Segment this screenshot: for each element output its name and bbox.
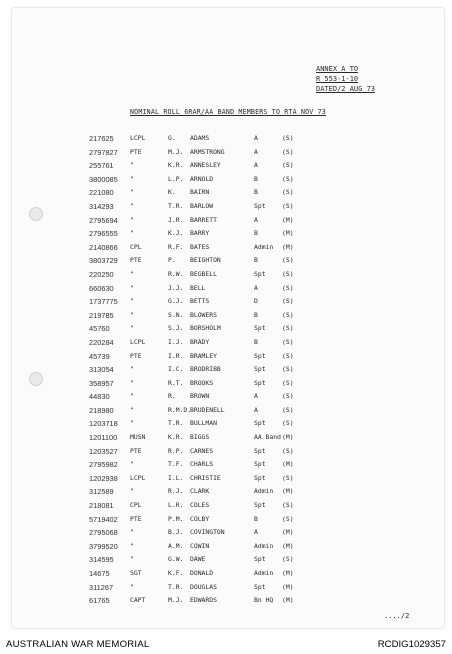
initials: L.P.: [168, 174, 184, 183]
surname: COVINGTON: [190, 528, 225, 537]
rank: ": [130, 188, 134, 197]
service-number: 311267: [89, 582, 114, 592]
company: Spt: [254, 269, 266, 278]
surname: BIGGS: [190, 433, 210, 442]
marital-status: (S): [282, 405, 294, 414]
rank: ": [130, 405, 134, 414]
service-number: 2796555: [89, 229, 118, 239]
surname: COLBY: [190, 514, 210, 523]
surname: EDWARDS: [190, 596, 217, 605]
rank: ": [130, 555, 134, 564]
rank: LCPL: [130, 473, 146, 482]
initials: K.R.: [168, 161, 184, 170]
surname: BROWN: [190, 392, 210, 401]
initials: G.W.: [168, 555, 184, 564]
surname: COWIN: [190, 541, 210, 550]
initials: L.R.: [168, 501, 184, 510]
marital-status: (M): [282, 541, 294, 550]
service-number: 3799520: [89, 541, 118, 551]
company: D: [254, 297, 258, 306]
surname: BEIGHTON: [190, 256, 221, 265]
company: Spt: [254, 582, 266, 591]
company: Spt: [254, 460, 266, 469]
company: Admin: [254, 541, 274, 550]
rank: LCPL: [130, 134, 146, 142]
surname: BARLOW: [190, 201, 214, 210]
annex-reference: [316, 64, 375, 94]
rank: ": [130, 365, 134, 374]
service-number: 2140866: [89, 242, 118, 252]
company: A: [254, 161, 258, 170]
surname: ARMSTRONG: [190, 147, 225, 156]
initials: K.: [168, 188, 176, 197]
marital-status: (S): [282, 365, 294, 374]
company: Spt: [254, 365, 266, 374]
rank: ": [130, 541, 134, 550]
initials: I.C.: [168, 365, 184, 374]
company: B: [254, 310, 258, 319]
initials: K.F.: [168, 569, 184, 577]
surname: BARRETT: [190, 215, 217, 224]
rank: ": [130, 582, 134, 591]
archive-footer: [0, 636, 452, 654]
rank: ": [130, 215, 134, 224]
company: B: [254, 337, 258, 346]
company: B: [254, 188, 258, 197]
initials: R.P.: [168, 446, 184, 455]
service-number: 2795694: [89, 215, 118, 225]
service-number: 3803729: [89, 256, 118, 266]
initials: G.: [168, 134, 176, 142]
marital-status: (M): [282, 582, 294, 591]
company: Spt: [254, 419, 266, 428]
initials: R.J.: [168, 487, 184, 496]
surname: BEGBELL: [190, 269, 217, 278]
company: Spt: [254, 351, 266, 360]
marital-status: (S): [282, 134, 294, 142]
rank: PTE: [130, 446, 142, 455]
service-number: 220250: [89, 269, 114, 279]
surname: BRADY: [190, 337, 210, 346]
marital-status: (S): [282, 501, 294, 510]
surname: COLES: [190, 501, 210, 510]
service-number: 44830: [89, 392, 110, 402]
initials: T.R.: [168, 201, 184, 210]
rank: ": [130, 392, 134, 401]
rank: PTE: [130, 514, 142, 523]
service-number: 61765: [89, 596, 110, 606]
marital-status: (S): [282, 446, 294, 455]
service-number: 1201100: [89, 433, 118, 443]
surname: CHRISTIE: [190, 473, 221, 482]
initials: I.L.: [168, 473, 184, 482]
rank: MUSN: [130, 433, 146, 442]
service-number: 220284: [89, 337, 114, 347]
initials: I.J.: [168, 337, 184, 346]
service-number: 219785: [89, 310, 114, 320]
surname: CLARK: [190, 487, 210, 496]
marital-status: (S): [282, 201, 294, 210]
rank: ": [130, 161, 134, 170]
initials: R.W.: [168, 269, 184, 278]
initials: R.: [168, 392, 176, 401]
surname: BROOKS: [190, 378, 214, 387]
surname: BULLMAN: [190, 419, 217, 428]
company: A: [254, 215, 258, 224]
rank: SGT: [130, 569, 142, 577]
marital-status: (S): [282, 378, 294, 387]
surname: ARNOLD: [190, 174, 214, 183]
initials: S.N.: [168, 310, 184, 319]
record-id: RCDIG1029357: [377, 639, 446, 650]
rank: CPL: [130, 501, 142, 510]
rank: ": [130, 487, 134, 496]
rank: ": [130, 201, 134, 210]
company: Spt: [254, 555, 266, 564]
rank: ": [130, 229, 134, 238]
surname: BLOWERS: [190, 310, 217, 319]
initials: P.: [168, 256, 176, 265]
surname: BETTS: [190, 297, 210, 306]
initials: T.R.: [168, 419, 184, 428]
service-number: 313054: [89, 365, 114, 375]
initials: J.J.: [168, 283, 184, 292]
annex-line: DATED/2 AUG 73: [316, 85, 376, 93]
marital-status: (S): [282, 324, 294, 333]
service-number: 1203718: [89, 419, 118, 429]
initials: T.R.: [168, 582, 184, 591]
company: AA Band: [254, 433, 281, 442]
punch-hole: [29, 372, 43, 386]
marital-status: (S): [282, 188, 294, 197]
marital-status: (S): [282, 256, 294, 265]
company: B: [254, 174, 258, 183]
page-continuation: ..../2: [384, 612, 410, 620]
surname: BAIRN: [190, 188, 210, 197]
initials: S.J.: [168, 324, 184, 333]
company: Spt: [254, 473, 266, 482]
surname: BORSHOLM: [190, 324, 221, 333]
rank: ": [130, 528, 134, 537]
service-number: 217625: [89, 134, 114, 143]
document-page: [12, 8, 444, 628]
company: Spt: [254, 501, 266, 510]
service-number: 2797827: [89, 147, 118, 157]
marital-status: (S): [282, 147, 294, 156]
surname: BARRY: [190, 229, 210, 238]
company: B: [254, 514, 258, 523]
surname: BATES: [190, 242, 210, 251]
service-number: 218980: [89, 405, 114, 415]
service-number: 5719402: [89, 514, 118, 524]
company: A: [254, 392, 258, 401]
rank: ": [130, 460, 134, 469]
company: B: [254, 229, 258, 238]
initials: T.F.: [168, 460, 184, 469]
company: A: [254, 528, 258, 537]
rank: ": [130, 269, 134, 278]
company: B: [254, 256, 258, 265]
initials: K.J.: [168, 229, 184, 238]
initials: R.M.D.: [168, 405, 192, 414]
initials: M.J.: [168, 596, 184, 605]
rank: ": [130, 297, 134, 306]
rank: ": [130, 283, 134, 292]
surname: DAWE: [190, 555, 206, 564]
marital-status: (S): [282, 514, 294, 523]
document-title: NOMINAL ROLL 6RAR/AA BAND MEMBERS TO RTA NOV 73: [130, 108, 326, 116]
surname: CHARLS: [190, 460, 214, 469]
company: Spt: [254, 378, 266, 387]
marital-status: (S): [282, 419, 294, 428]
marital-status: (M): [282, 215, 294, 224]
initials: R.T.: [168, 378, 184, 387]
marital-status: (M): [282, 229, 294, 238]
service-number: 218081: [89, 501, 114, 511]
marital-status: (S): [282, 297, 294, 306]
rank: ": [130, 174, 134, 183]
service-number: 2795068: [89, 528, 118, 538]
service-number: 660630: [89, 283, 114, 293]
rank: CAPT: [130, 596, 146, 605]
service-number: 1737775: [89, 297, 118, 307]
company: Bn HQ: [254, 596, 274, 605]
rank: ": [130, 378, 134, 387]
marital-status: (M): [282, 433, 294, 442]
service-number: 314293: [89, 201, 114, 211]
service-number: 2795982: [89, 460, 118, 470]
initials: K.R.: [168, 433, 184, 442]
initials: P.M.: [168, 514, 184, 523]
marital-status: (S): [282, 351, 294, 360]
annex-line: ANNEX A TO: [316, 65, 359, 73]
initials: A.M.: [168, 541, 184, 550]
rank: PTE: [130, 351, 142, 360]
service-number: 1203527: [89, 446, 118, 456]
company: A: [254, 283, 258, 292]
company: Spt: [254, 201, 266, 210]
initials: G.J.: [168, 297, 184, 306]
rank: ": [130, 324, 134, 333]
marital-status: (S): [282, 555, 294, 564]
marital-status: (S): [282, 392, 294, 401]
service-number: 221080: [89, 188, 114, 198]
company: Admin: [254, 242, 274, 251]
surname: BRUDENELL: [190, 405, 225, 414]
marital-status: (M): [282, 460, 294, 469]
initials: I.R.: [168, 351, 184, 360]
company: Spt: [254, 446, 266, 455]
initials: R.F.: [168, 242, 184, 251]
surname: BRAMLEY: [190, 351, 217, 360]
service-number: 312589: [89, 487, 114, 497]
surname: DOUGLAS: [190, 582, 217, 591]
surname: BELL: [190, 283, 206, 292]
rank: ": [130, 310, 134, 319]
service-number: 358957: [89, 378, 114, 388]
service-number: 3800085: [89, 174, 118, 184]
service-number: 45760: [89, 324, 110, 334]
rank: PTE: [130, 256, 142, 265]
marital-status: (M): [282, 487, 294, 496]
initials: M.J.: [168, 147, 184, 156]
marital-status: (S): [282, 337, 294, 346]
service-number: 14675: [89, 569, 110, 578]
marital-status: (S): [282, 269, 294, 278]
service-number: 45739: [89, 351, 110, 361]
company: A: [254, 147, 258, 156]
marital-status: (M): [282, 528, 294, 537]
service-number: 255761: [89, 161, 114, 171]
initials: J.R.: [168, 215, 184, 224]
marital-status: (M): [282, 596, 294, 605]
rank: CPL: [130, 242, 142, 251]
company: A: [254, 405, 258, 414]
company: Admin: [254, 487, 274, 496]
company: A: [254, 134, 258, 142]
initials: B.J.: [168, 528, 184, 537]
marital-status: (S): [282, 310, 294, 319]
rank: ": [130, 419, 134, 428]
rank: PTE: [130, 147, 142, 156]
surname: ADAMS: [190, 134, 210, 142]
surname: BRODRIBB: [190, 365, 221, 374]
service-number: 1202938: [89, 473, 118, 483]
marital-status: (S): [282, 174, 294, 183]
archive-name: AUSTRALIAN WAR MEMORIAL: [6, 639, 150, 650]
company: Spt: [254, 324, 266, 333]
company: Admin: [254, 569, 274, 577]
surname: ANNESLEY: [190, 161, 221, 170]
marital-status: (M): [282, 569, 294, 577]
service-number: 314595: [89, 555, 114, 565]
surname: CARNES: [190, 446, 214, 455]
marital-status: (S): [282, 283, 294, 292]
annex-line: R 553-1-10: [316, 75, 359, 83]
rank: LCPL: [130, 337, 146, 346]
marital-status: (M): [282, 242, 294, 251]
marital-status: (S): [282, 473, 294, 482]
marital-status: (S): [282, 161, 294, 170]
surname: DONALD: [190, 569, 214, 577]
punch-hole: [29, 207, 43, 221]
